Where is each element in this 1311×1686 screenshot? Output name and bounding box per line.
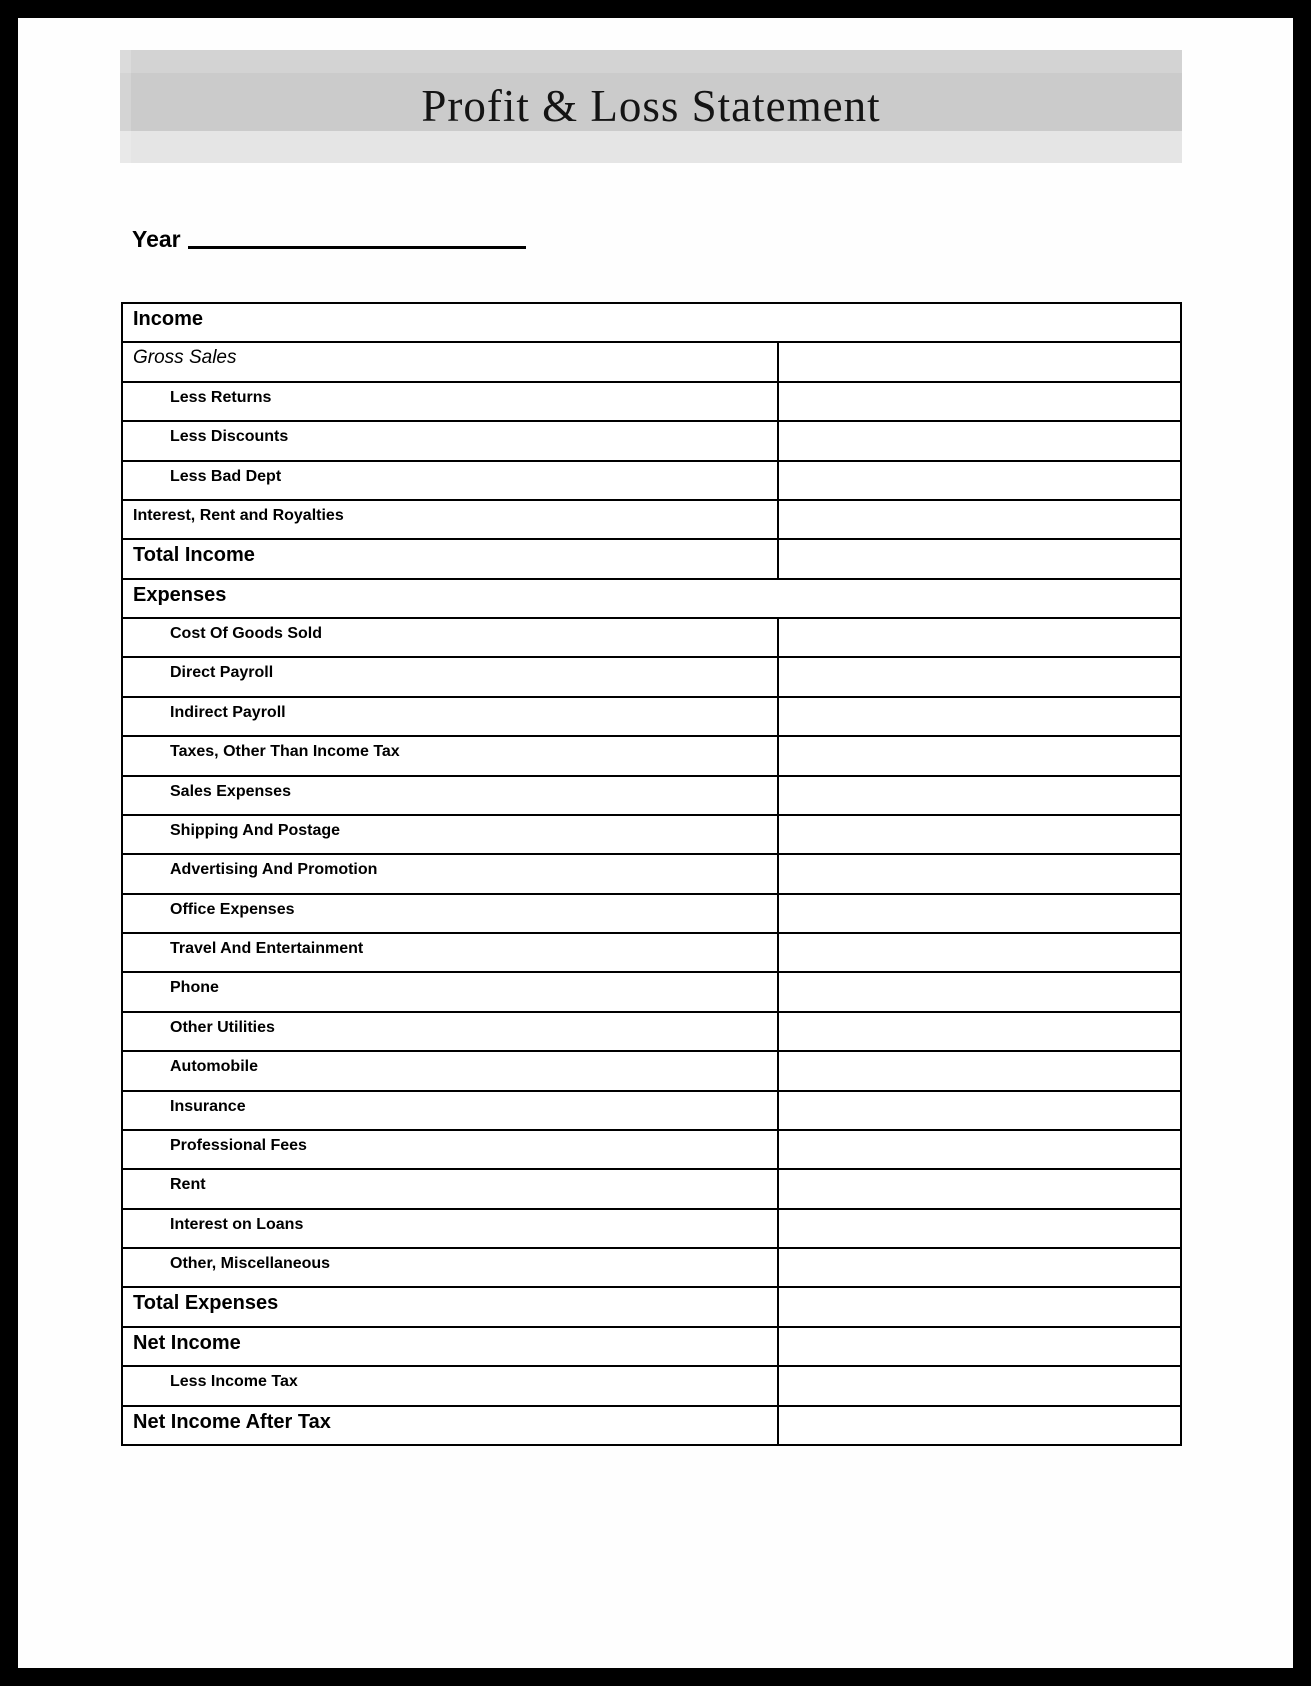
table-row bbox=[123, 1131, 1180, 1170]
row-label: Travel And Entertainment bbox=[170, 940, 364, 957]
row-label: Interest on Loans bbox=[170, 1215, 304, 1233]
row-label: Indirect Payroll bbox=[170, 703, 286, 721]
value-cell[interactable] bbox=[777, 383, 1180, 420]
row-label: Taxes, Other Than Income Tax bbox=[170, 743, 400, 761]
section-header-row bbox=[123, 304, 1180, 343]
value-cell[interactable] bbox=[777, 1407, 1180, 1444]
row-label: Less Bad Dept bbox=[170, 467, 282, 485]
table-row bbox=[123, 816, 1180, 855]
row-label: Net Income After Tax bbox=[133, 1410, 331, 1433]
table-row bbox=[123, 540, 1180, 579]
value-cell[interactable] bbox=[777, 934, 1180, 971]
row-label: Professional Fees bbox=[170, 1136, 307, 1154]
table-row bbox=[123, 619, 1180, 658]
row-label: Shipping And Postage bbox=[170, 821, 341, 839]
row-label: Sales Expenses bbox=[170, 782, 291, 800]
table-row bbox=[123, 383, 1180, 422]
value-cell[interactable] bbox=[777, 1288, 1180, 1325]
row-label: Income bbox=[133, 308, 204, 330]
year-blank-line[interactable] bbox=[188, 226, 526, 249]
table-row bbox=[123, 1210, 1180, 1249]
document-title: Profit & Loss Statement bbox=[421, 81, 881, 131]
value-cell[interactable] bbox=[777, 777, 1180, 814]
row-label: Total Income bbox=[133, 544, 255, 567]
value-cell[interactable] bbox=[777, 895, 1180, 932]
value-cell[interactable] bbox=[777, 1210, 1180, 1247]
table-row bbox=[123, 1170, 1180, 1209]
value-cell[interactable] bbox=[777, 343, 1180, 380]
row-label: Less Returns bbox=[170, 388, 272, 406]
value-cell[interactable] bbox=[777, 855, 1180, 892]
row-label: Interest, Rent and Royalties bbox=[133, 506, 344, 524]
table-row bbox=[123, 462, 1180, 501]
table-row bbox=[123, 698, 1180, 737]
value-cell[interactable] bbox=[777, 1131, 1180, 1168]
table-row bbox=[123, 1367, 1180, 1406]
value-cell[interactable] bbox=[777, 1052, 1180, 1089]
table-row bbox=[123, 343, 1180, 382]
table-row bbox=[123, 501, 1180, 540]
table-row bbox=[123, 1052, 1180, 1091]
row-label: Less Income Tax bbox=[170, 1373, 298, 1391]
table-row bbox=[123, 1013, 1180, 1052]
document-page bbox=[18, 18, 1293, 1668]
year-field-row bbox=[132, 224, 526, 253]
table-row bbox=[123, 973, 1180, 1012]
value-cell[interactable] bbox=[777, 816, 1180, 853]
row-label: Direct Payroll bbox=[170, 664, 274, 682]
value-cell[interactable] bbox=[777, 737, 1180, 774]
table-row bbox=[123, 855, 1180, 894]
profit-loss-table bbox=[121, 302, 1182, 1446]
value-cell[interactable] bbox=[777, 422, 1180, 459]
row-label: Gross Sales bbox=[133, 347, 237, 369]
value-cell[interactable] bbox=[777, 619, 1180, 656]
row-label: Phone bbox=[170, 979, 219, 997]
row-label: Total Expenses bbox=[133, 1292, 279, 1315]
value-cell[interactable] bbox=[777, 1328, 1180, 1365]
value-cell[interactable] bbox=[777, 462, 1180, 499]
value-cell[interactable] bbox=[777, 1367, 1180, 1404]
table-row bbox=[123, 934, 1180, 973]
value-cell[interactable] bbox=[777, 1092, 1180, 1129]
table-row bbox=[123, 1288, 1180, 1327]
row-label: Advertising And Promotion bbox=[170, 861, 378, 879]
row-label: Cost Of Goods Sold bbox=[170, 625, 322, 642]
row-label: Other, Miscellaneous bbox=[170, 1255, 331, 1272]
row-label: Office Expenses bbox=[170, 900, 295, 918]
value-cell[interactable] bbox=[777, 1170, 1180, 1207]
table-row bbox=[123, 1249, 1180, 1288]
table-row bbox=[123, 737, 1180, 776]
section-header-row bbox=[123, 580, 1180, 619]
value-cell[interactable] bbox=[777, 658, 1180, 695]
row-label: Automobile bbox=[170, 1058, 258, 1076]
table-row bbox=[123, 895, 1180, 934]
table-row bbox=[123, 658, 1180, 697]
year-label: Year bbox=[132, 226, 181, 252]
title-banner bbox=[120, 50, 1182, 163]
table-row bbox=[123, 1407, 1180, 1444]
value-cell[interactable] bbox=[777, 501, 1180, 538]
value-cell[interactable] bbox=[777, 973, 1180, 1010]
value-cell[interactable] bbox=[777, 540, 1180, 577]
table-row bbox=[123, 1092, 1180, 1131]
row-label: Expenses bbox=[133, 583, 227, 606]
row-label: Insurance bbox=[170, 1097, 246, 1115]
table-row bbox=[123, 777, 1180, 816]
row-label: Other Utilities bbox=[170, 1018, 275, 1036]
table-row bbox=[123, 1328, 1180, 1367]
row-label: Less Discounts bbox=[170, 428, 289, 446]
value-cell[interactable] bbox=[777, 698, 1180, 735]
value-cell[interactable] bbox=[777, 1013, 1180, 1050]
table-row bbox=[123, 422, 1180, 461]
row-label: Net Income bbox=[133, 1331, 241, 1354]
row-label: Rent bbox=[170, 1176, 206, 1194]
value-cell[interactable] bbox=[777, 1249, 1180, 1286]
